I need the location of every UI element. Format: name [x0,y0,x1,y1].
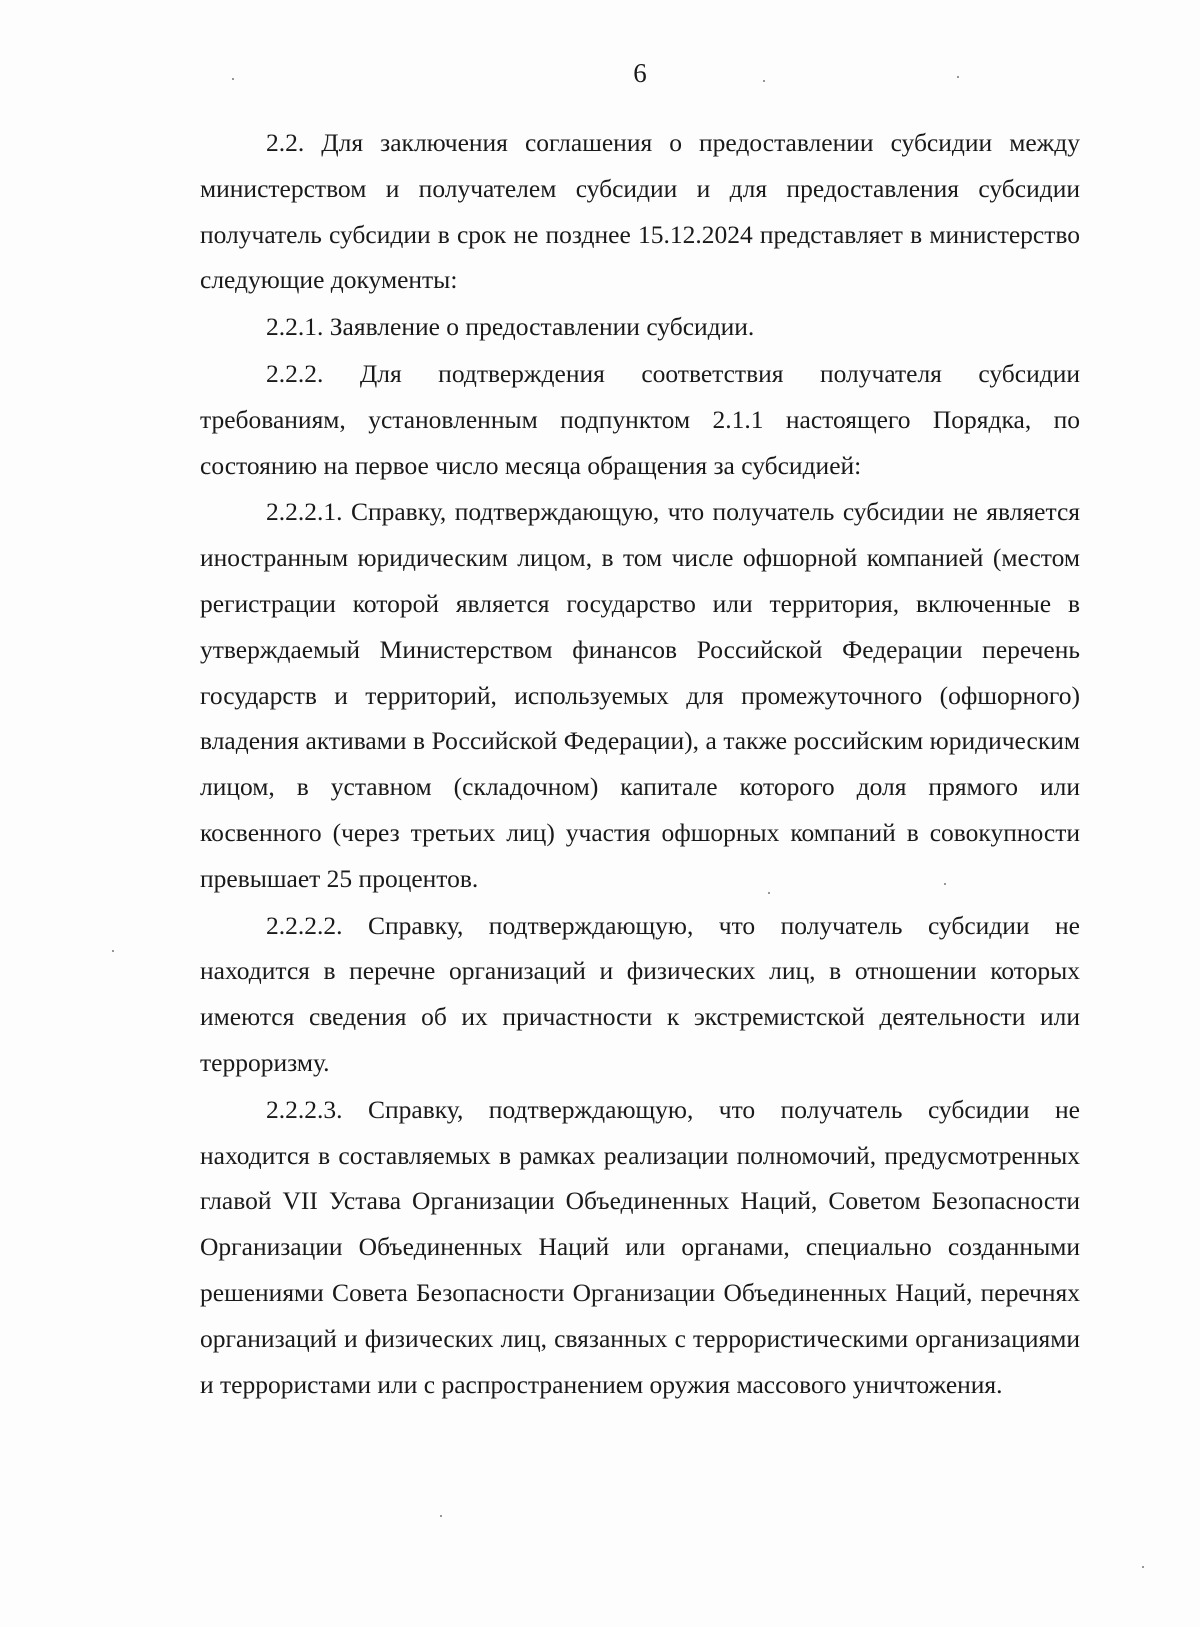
paragraph-2-2-2-2: 2.2.2.2. Справку, подтверждающую, что получатель субсидии не находится в перечне организаций и физических лиц, в отношении которых имеются сведения об их причастности к экстремистской деятельности или терроризму. [200,910,1080,1077]
scan-speck [440,1515,442,1517]
document-body [200,120,1080,1407]
paragraph-2-2-2: 2.2.2. Для подтверждения соответствия получателя субсидии требованиям, установленным подпунктом 2.1.1 настоящего Порядка, по состоянию на первое число месяца обращения за субсидией: [200,358,1080,480]
paragraph-2-2-2-1: 2.2.2.1. Справку, подтверждающую, что получатель субсидии не является иностранным юридическим лицом, в том числе офшорной компанией (местом регистрации которой является государство или территория, включенные в утверждаемый Министерством финансов Российской Федерации перечень государств и территорий, используемых для промежуточного (офшорного) владения активами в Российской Федерации), а также российским юридическим лицом, в уставном (складочном) капитале которого доля прямого или косвенного (через третьих лиц) участия офшорных компаний в совокупности превышает 25 процентов. [200,497,1080,893]
scan-speck [232,78,234,80]
scan-speck [944,883,946,885]
paragraph-2-2: 2.2. Для заключения соглашения о предоставлении субсидии между министерством и получателем субсидии и для предоставления субсидии получатель субсидии в срок не позднее 15.12.2024 представляет в министерство следующие документы: [200,128,1080,295]
paragraph-2-2-1: 2.2.1. Заявление о предоставлении субсидии. [266,312,755,342]
page-number: 6 [633,58,647,88]
scan-speck [763,80,765,82]
scan-speck [957,76,959,78]
paragraph-2-2-2-3: 2.2.2.3. Справку, подтверждающую, что получатель субсидии не находится в составляемых в рамках реализации полномочий, предусмотренных главой VII Устава Организации Объединенных Наций, Советом Безопасности Организации Объединенных Наций или органами, специально созданными решениями Совета Безопасности Организации Объединенных Наций, перечнях организаций и физических лиц, связанных с террористическими организациями и террористами или с распространением оружия массового уничтожения. [200,1094,1080,1399]
scan-speck [768,892,770,894]
scan-speck [1142,1566,1144,1568]
scan-speck [112,950,114,952]
